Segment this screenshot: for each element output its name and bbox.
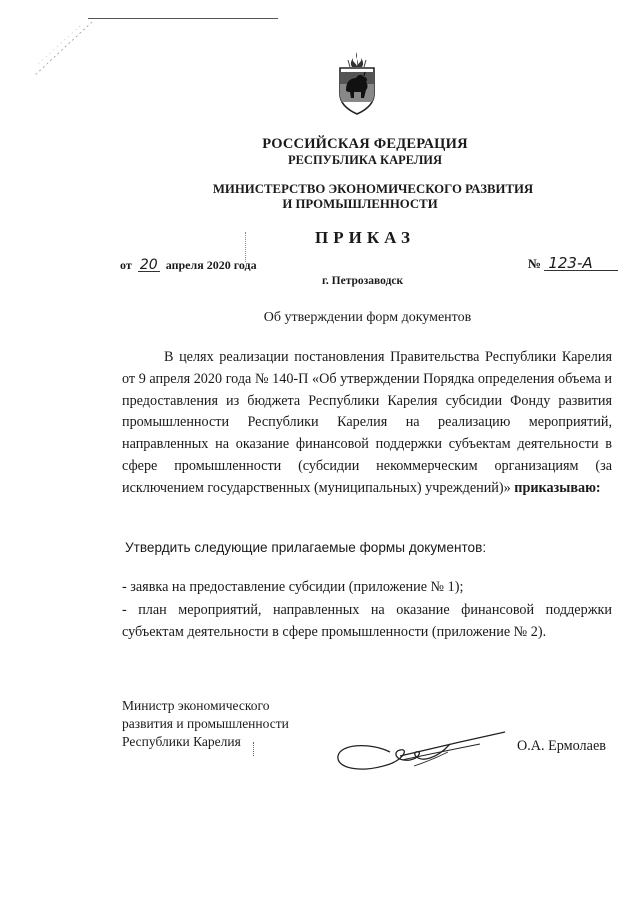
approve-line: Утвердить следующие прилагаемые формы документов: bbox=[125, 540, 487, 555]
handwritten-signature bbox=[330, 722, 510, 782]
date-prefix: от bbox=[120, 258, 132, 272]
scan-artifact-tick bbox=[253, 742, 255, 756]
order-word: приказываю: bbox=[514, 479, 601, 496]
signatory-title-line2: развития и промышленности bbox=[122, 716, 289, 731]
document-city: г. Петрозаводск bbox=[322, 275, 404, 287]
date-rest: апреля 2020 года bbox=[165, 258, 257, 272]
document-number bbox=[528, 256, 618, 272]
document-type-title: ПРИКАЗ bbox=[315, 228, 415, 247]
signatory-title bbox=[122, 697, 289, 751]
date-day-handwritten: 20 bbox=[138, 259, 160, 272]
body-paragraph-text: В целях реализации постановления Правительства Республики Карелия от 9 апреля 2020 года № 140-П «Об утверждении Порядка определения объема и предоставления из бюджета Республики Карелия субсидии Фонду развития промышленности Республики Карелия на реализацию мероприятий, направленных на оказание финансовой поддержки субъектам деятельности в сфере промышленности (субсидии некоммерческим организациям (за исключением государственных (муниципальных) учреждений)» bbox=[122, 349, 612, 496]
header-federation: РОССИЙСКАЯ ФЕДЕРАЦИЯ bbox=[262, 136, 468, 152]
number-prefix: № bbox=[528, 256, 542, 271]
body-paragraph bbox=[122, 347, 612, 500]
header-ministry-line2: И ПРОМЫШЛЕННОСТИ bbox=[282, 197, 438, 211]
signatory-title-line1: Министр экономического bbox=[122, 698, 270, 713]
document-subject: Об утверждении форм документов bbox=[263, 310, 472, 325]
header-republic: РЕСПУБЛИКА КАРЕЛИЯ bbox=[287, 153, 443, 167]
signatory-name: О.А. Ермолаев bbox=[517, 738, 606, 754]
document-date bbox=[120, 258, 257, 273]
list-item-1: - заявка на предоставление субсидии (приложение № 1); bbox=[122, 579, 464, 595]
signatory-title-line3: Республики Карелия bbox=[122, 734, 241, 749]
list-item-2: - план мероприятий, направленных на оказание финансовой поддержки субъектам деятельности в сфере промышленности (приложение № 2). bbox=[122, 602, 612, 640]
number-value-handwritten: 123-А bbox=[544, 257, 618, 271]
coat-of-arms-emblem bbox=[334, 50, 380, 116]
scan-artifact-marks bbox=[30, 20, 100, 80]
header-ministry-line1: МИНИСТЕРСТВО ЭКОНОМИЧЕСКОГО РАЗВИТИЯ bbox=[212, 182, 534, 196]
scan-artifact-line bbox=[88, 18, 278, 19]
